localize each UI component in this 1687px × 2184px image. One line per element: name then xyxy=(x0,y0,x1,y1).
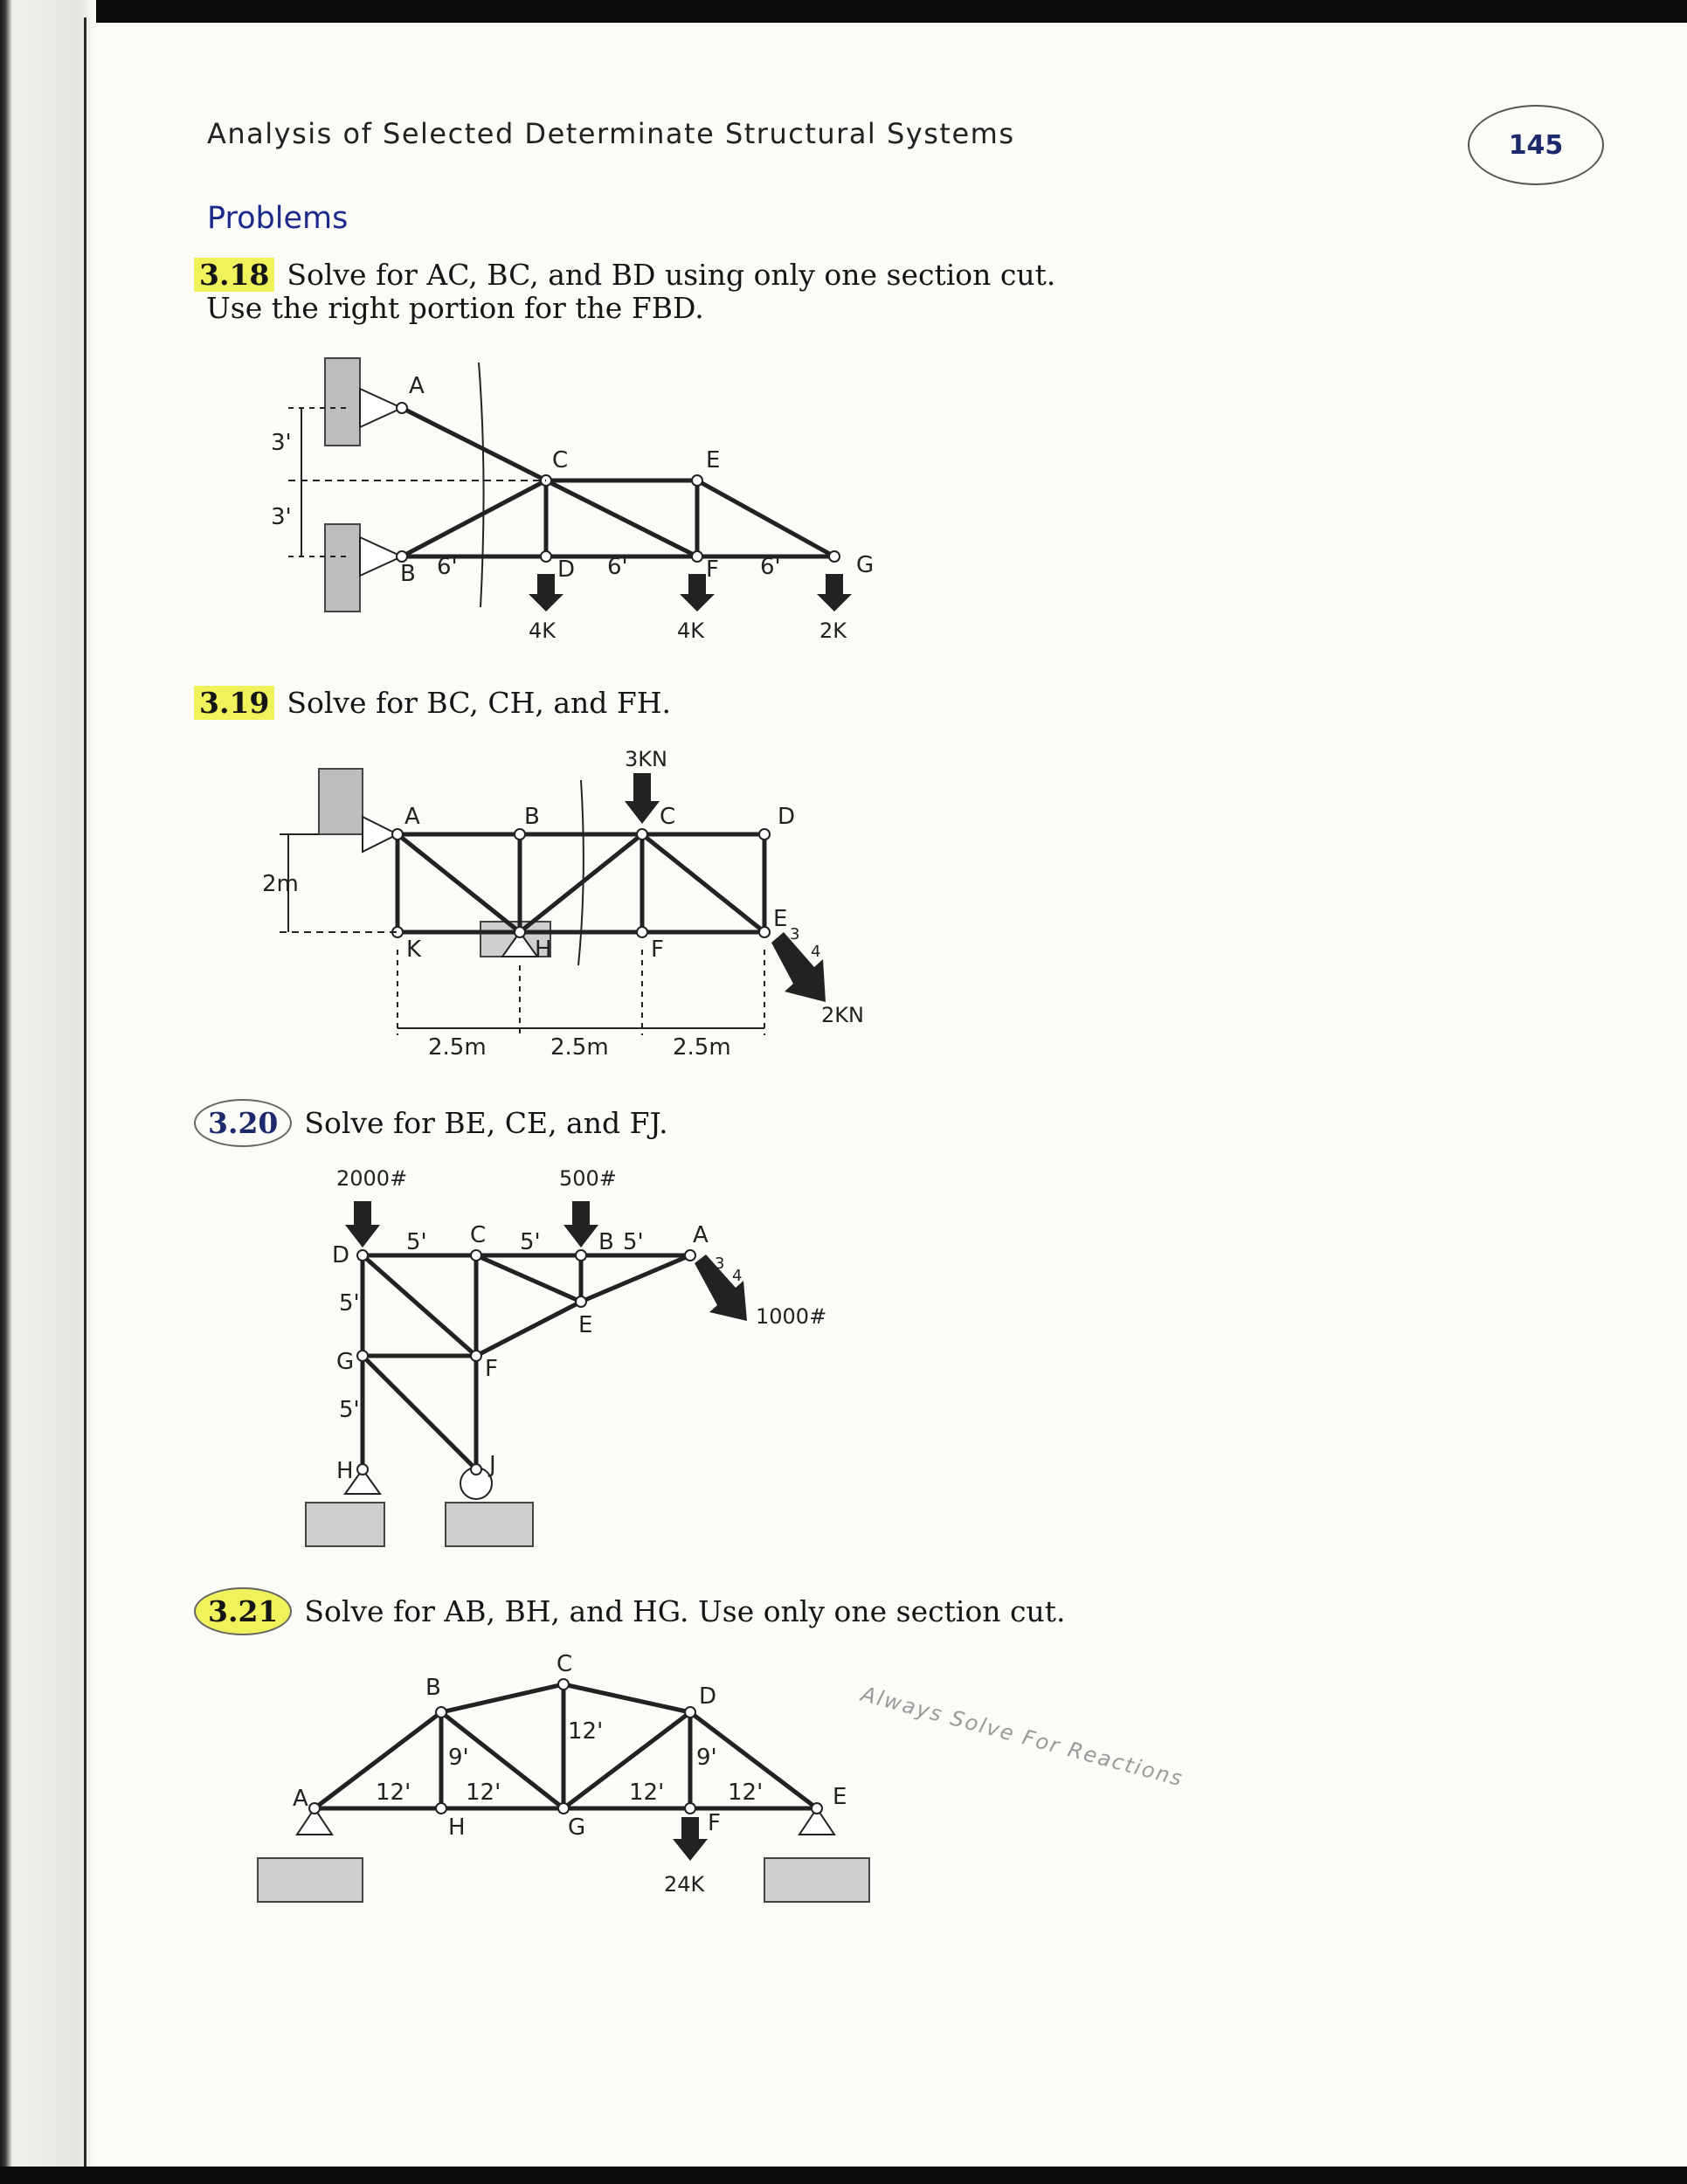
dim-label: 9' xyxy=(696,1745,717,1771)
load-label: 2KN xyxy=(821,1003,864,1027)
joint-label-b: B xyxy=(400,561,416,587)
supports xyxy=(360,389,402,576)
handwritten-margin-note: Always Solve For Reactions xyxy=(858,1682,1186,1792)
joint-label-c: C xyxy=(660,804,676,830)
running-head: Analysis of Selected Determinate Structural Systems xyxy=(207,117,1015,150)
joint-label-g: G xyxy=(336,1349,355,1375)
dim-label: 3' xyxy=(271,430,292,456)
load-label: 1000# xyxy=(756,1304,827,1329)
joint-label-h: H xyxy=(336,1458,354,1484)
load-label: 2000# xyxy=(336,1166,408,1191)
problem-number: 3.19 xyxy=(194,686,274,720)
joint-label-d: D xyxy=(332,1242,350,1268)
dim-label: 12' xyxy=(466,1780,501,1806)
joint-label-a: A xyxy=(404,804,420,830)
joint-label-f: F xyxy=(485,1356,498,1382)
ground-supports xyxy=(306,1503,533,1546)
load-arrows xyxy=(529,574,852,612)
truss-diagram-3-20 xyxy=(297,1162,856,1564)
page-number: 145 xyxy=(1468,105,1604,185)
joint-label-f: F xyxy=(706,556,719,583)
load-arrows xyxy=(345,1201,747,1321)
joint-label-k: K xyxy=(406,936,422,963)
load-label: 3KN xyxy=(625,747,667,771)
wall-support xyxy=(325,358,360,612)
load-arrows xyxy=(673,1817,708,1861)
dim-label: 12' xyxy=(728,1780,764,1806)
load-label: 4K xyxy=(529,619,557,643)
joint-label-g: G xyxy=(568,1814,586,1841)
truss-members xyxy=(402,408,834,556)
load-label: 500# xyxy=(559,1166,617,1191)
joint-label-d: D xyxy=(778,804,796,830)
problem-3-18 xyxy=(194,259,1055,325)
dim-label: 5' xyxy=(406,1229,427,1255)
joint-label-a: A xyxy=(693,1222,709,1248)
problem-number: 3.21 xyxy=(194,1587,292,1635)
problem-prompt: Solve for BE, CE, and FJ. xyxy=(304,1106,668,1140)
joint-label-b: B xyxy=(524,804,540,830)
slope-label: 3 xyxy=(790,925,800,943)
problem-prompt: Solve for AC, BC, and BD using only one section cut. xyxy=(287,258,1056,292)
truss-diagram-3-19 xyxy=(262,747,944,1088)
joint-label-a: A xyxy=(293,1786,308,1812)
slope-label: 4 xyxy=(732,1267,743,1285)
load-label: 4K xyxy=(677,619,705,643)
truss-members xyxy=(398,834,764,932)
joint-label-c: C xyxy=(470,1222,487,1248)
dim-label: 5' xyxy=(339,1290,360,1317)
joint-label-g: G xyxy=(856,552,875,578)
joint-label-c: C xyxy=(552,447,569,473)
dim-label: 2.5m xyxy=(550,1034,609,1061)
joint-label-f: F xyxy=(708,1810,721,1836)
dim-label: 6' xyxy=(607,554,628,580)
ground-supports xyxy=(258,1858,869,1902)
problem-prompt: Solve for AB, BH, and HG. Use only one section cut. xyxy=(304,1594,1066,1628)
joint-label-e: E xyxy=(578,1312,593,1338)
load-label: 2K xyxy=(819,619,847,643)
joint-nodes xyxy=(357,1250,695,1475)
problem-3-21 xyxy=(194,1595,1066,1628)
load-arrows xyxy=(625,773,826,1002)
problem-prompt-cont: Use the right portion for the FBD. xyxy=(206,291,704,325)
joint-label-h: H xyxy=(448,1814,466,1841)
section-heading: Problems xyxy=(207,201,349,236)
dim-label: 5' xyxy=(623,1229,644,1255)
dim-label: 12' xyxy=(629,1780,665,1806)
slope-label: 3 xyxy=(715,1254,725,1273)
dim-label: 2.5m xyxy=(673,1034,731,1061)
book-spine-shadow xyxy=(0,0,96,2184)
joint-label-c: C xyxy=(557,1651,573,1677)
joint-label-b: B xyxy=(425,1675,441,1701)
joint-label-a: A xyxy=(409,373,425,399)
dim-label: 6' xyxy=(760,554,781,580)
dim-label: 6' xyxy=(437,554,458,580)
problem-number: 3.20 xyxy=(194,1099,292,1147)
dim-label: 3' xyxy=(271,504,292,530)
joint-label-j: J xyxy=(489,1452,496,1478)
joint-label-b: B xyxy=(598,1229,614,1255)
dim-label: 12' xyxy=(568,1718,604,1745)
joint-label-e: E xyxy=(773,906,788,932)
joint-label-e: E xyxy=(706,447,721,473)
joint-label-e: E xyxy=(833,1784,847,1810)
truss-diagram-3-21 xyxy=(258,1651,887,1926)
problem-3-19 xyxy=(194,687,671,720)
scan-border-bottom xyxy=(0,2167,1687,2184)
joint-label-d: D xyxy=(557,556,576,583)
dim-label: 5' xyxy=(520,1229,541,1255)
joint-label-d: D xyxy=(699,1683,717,1710)
joint-label-f: F xyxy=(651,936,664,963)
problem-number: 3.18 xyxy=(194,258,274,292)
load-label: 24K xyxy=(664,1872,705,1897)
joint-label-h: H xyxy=(535,936,552,963)
slope-label: 4 xyxy=(811,943,821,961)
dim-label: 12' xyxy=(376,1780,411,1806)
truss-members xyxy=(363,1255,690,1469)
truss-diagram-3-18 xyxy=(262,345,926,660)
spine-edge-line xyxy=(84,17,86,2167)
dim-label: 5' xyxy=(339,1397,360,1423)
scan-border-top xyxy=(0,0,1687,23)
dim-label: 2.5m xyxy=(428,1034,487,1061)
dim-label: 9' xyxy=(448,1745,469,1771)
dim-label: 2m xyxy=(262,871,299,897)
problem-prompt: Solve for BC, CH, and FH. xyxy=(287,686,672,720)
problem-3-20 xyxy=(194,1107,668,1140)
